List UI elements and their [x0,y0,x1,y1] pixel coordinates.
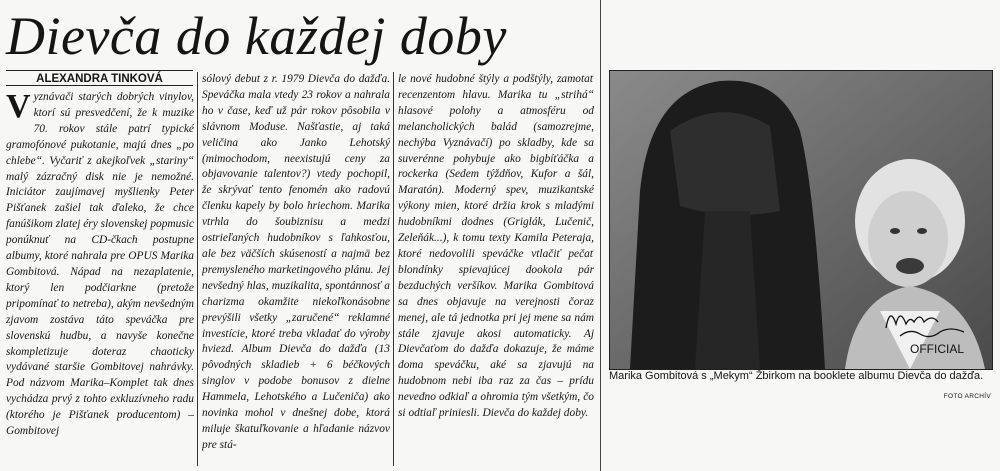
article-column-2: sólový debut z r. 1979 Dievča do dažďa. Speváčka mala vtedy 23 rokov a nahrala ho v čase, keď už pár rokov pôsobila v slávnom Moduse. Našťastie, aj taká veličina ako Janko Lehotský (mimochodom, neexistujú ceny za objavovanie talentov?) vtedy pochopil, že skrývať tento fenomén ako radovú členku kapely by bolo hriechom. Marika vtrhla do šoubiznisu a medzi ostrieľaných hudobníkov s ľahkosťou, ale bez väčších skúseností a najmä bez premysleného marketingového plánu. Jej nevšedný hlas, muzikalita, spontánnosť a charizma okamžite niekoľkonásobne prevýšili všetky „zaručené“ reklamné investície, ktoré treba vkladať do výroby hviezd. Album Dievča do dažďa (13 pôvodných skladieb + 6 béčkových singlov v podobe bonusov z dielne Hammela, Lehotského a Lučeniča) ako novinka mohol v dnešnej dobe, ktorá miluje škatuľkovanie a hľadanie názvov pre stá- [202,73,390,451]
photo-credit: FOTO ARCHÍV [943,393,991,400]
official-watermark: OFFICIAL [910,342,965,356]
article-column-1 [6,90,194,468]
article-column-3: le nové hudobné štýly a podštýly, zamotať recenzentom hlavu. Marika tu „strihá“ hlasové polohy a atmosféru od melancholických balád (samozrejme, nechýba Vyznávačí) po skladby, kde sa suverénne pohybuje ako bigbíťáčka a rockerka (Sedem týždňov, Kufor a šál, Maratón). Moderný spev, muzikantské výkony mien, ktoré držia krok s mladými hudobníkmi dodnes (Griglák, Lučenič, Zeleňák...), k tomu texty Kamila Peteraja, ktoré nedovolili speváčke vtlačiť pečať blondínky spievajúcej dookola pár bezduchých veršíkov. Marika Gombitová sa dnes objavuje na verejnosti čoraz menej, ale tá jednotka pri jej mene sa nám stále zjavuje akosi automaticky. Aj Dievčaťom do dažďa dokazuje, že máme doma speváčku, aké sa zjavujú na hudobnom nebi iba raz za čas – prídu nevedno odkiaľ a ohromia tým všetkým, čo si odtiaľ priniesli. Dievča do každej doby. [398,73,594,420]
column-divider [393,72,394,466]
headline: Dievča do každej doby [6,6,507,66]
photo-caption: Marika Gombitová s „Mekym“ Žbirkom na booklete albumu Dievča do dažďa. [609,370,984,382]
signature-image [880,298,970,342]
column-1-text: yznávači starých dobrých vinylov, ktorí sú presvedčení, že k muzike 70. rokov stále patrí typické gramofónové pukotanie, majú dnes „po chlebe“. Vyčariť z akejkoľvek „stariny“ malý zázračný disk nie je nemožné. Iniciátor zaujímavej myšlienky Peter Pišťanek zašiel tak ďaleko, že chce fanúšikom zlatej éry slovenskej popmusic ponúknuť na CD-čkach postupne albumy, ktoré nahrala pre OPUS Marika Gombitová. Nápad na nezaplatenie, ktorý len podčiarkne (pretože pripomínať to netreba), akým nevšedným zjavom zostáva táto speváčka pre slovenskú hudbu, a navyše konečne skompletizuje doteraz chaoticky vydávané staršie Gombitovej nahrávky. Pod názvom Marika–Komplet tak dnes vychádza prvý z tohto exkluzívneho radu (ktorého je Pišťanek producentom) – Gombitovej [6,91,194,438]
page-divider [600,0,601,471]
drop-cap: V [6,90,31,125]
author-byline: ALEXANDRA TINKOVÁ [6,70,193,86]
column-divider [197,72,198,466]
